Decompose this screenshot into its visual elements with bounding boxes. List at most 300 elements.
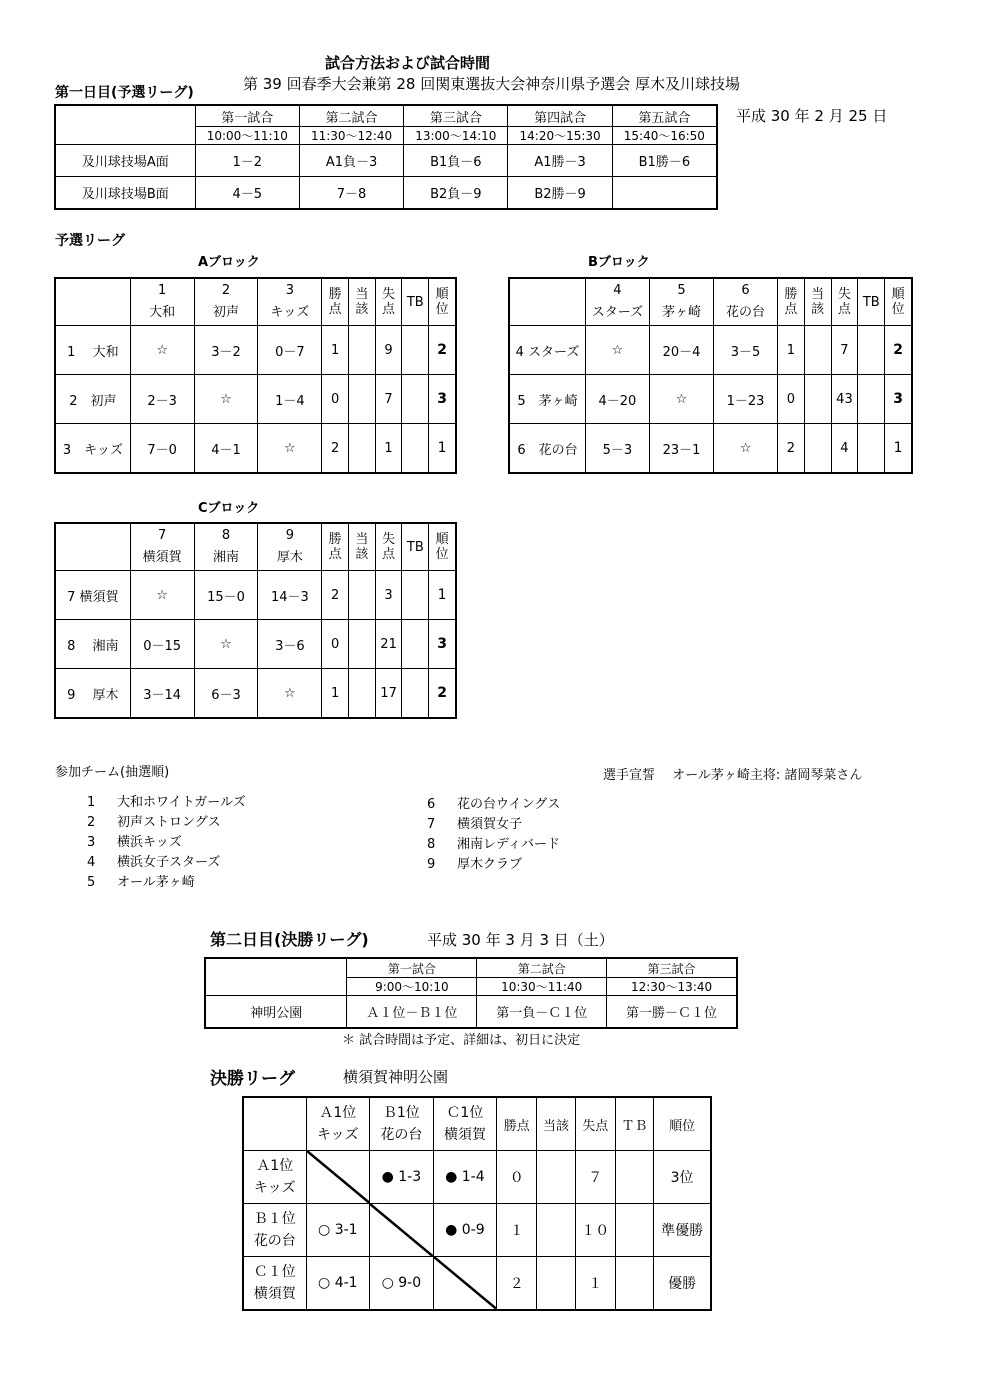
corner-cell bbox=[205, 958, 347, 996]
corner-cell bbox=[243, 1097, 306, 1151]
rank: 2 bbox=[429, 326, 456, 375]
rank: 1 bbox=[429, 571, 456, 620]
table-row bbox=[243, 1097, 711, 1151]
participants-heading: 参加チーム(抽選順) bbox=[55, 765, 170, 780]
score-cell: 6－3 bbox=[194, 669, 258, 719]
win-points: 0 bbox=[322, 620, 349, 669]
rank-header: 順位 bbox=[654, 1097, 711, 1151]
score-cell: ☆ bbox=[714, 424, 778, 474]
win-points: 0 bbox=[778, 375, 805, 424]
win-points: 2 bbox=[322, 424, 349, 474]
team-header bbox=[130, 278, 194, 326]
header-label: 順位 bbox=[891, 287, 905, 317]
tie bbox=[348, 326, 375, 375]
tie bbox=[348, 571, 375, 620]
team-header bbox=[258, 523, 322, 571]
team-name: 厚木 bbox=[276, 550, 303, 565]
team-header bbox=[306, 1097, 370, 1151]
tie-header bbox=[348, 523, 375, 571]
score-cell: ○ 3-1 bbox=[306, 1204, 370, 1257]
team-number: 5 bbox=[677, 283, 686, 298]
day1-date: 平成 30 年 2 月 25 日 bbox=[736, 107, 888, 125]
block-c-table bbox=[54, 522, 457, 719]
column-time: 12:30～13:40 bbox=[607, 977, 736, 995]
tb-header: ＴＢ bbox=[615, 1097, 653, 1151]
team-name: キッズ bbox=[253, 1180, 296, 1196]
diagonal-line bbox=[370, 1204, 433, 1256]
item-name: 厚木クラブ bbox=[457, 857, 523, 872]
list-item bbox=[427, 793, 560, 812]
score-cell: ☆ bbox=[130, 326, 194, 375]
team-seed: Ｂ１位 bbox=[253, 1211, 296, 1227]
column-label: 第四試合 bbox=[534, 110, 587, 126]
column-time: 10:00～11:10 bbox=[196, 126, 299, 144]
tb bbox=[402, 326, 429, 375]
day2-date: 平成 30 年 3 月 3 日（土） bbox=[427, 931, 614, 949]
team-seed: Ａ1位 bbox=[256, 1158, 294, 1174]
team-name: 横須賀 bbox=[443, 1127, 486, 1143]
venue-cell: 神明公園 bbox=[205, 996, 347, 1028]
team-seed: Ｂ1位 bbox=[382, 1105, 420, 1121]
table-row bbox=[55, 145, 717, 177]
rank: 3 bbox=[885, 375, 912, 424]
team-name: 花の台 bbox=[253, 1233, 296, 1249]
game-cell: 第一負－Ｃ１位 bbox=[477, 996, 607, 1028]
header-label: 失点 bbox=[382, 532, 396, 562]
game-cell: 4－5 bbox=[195, 177, 299, 209]
win-points: ２ bbox=[497, 1257, 537, 1311]
column-label: 第一試合 bbox=[387, 961, 436, 976]
team-name: 茅ヶ崎 bbox=[661, 305, 701, 320]
diagonal-line bbox=[434, 1257, 497, 1309]
score-cell: 3－5 bbox=[714, 326, 778, 375]
corner-cell bbox=[55, 278, 130, 326]
lost-points: 7 bbox=[831, 326, 858, 375]
team-name: キッズ bbox=[270, 305, 310, 320]
lost-points: ７ bbox=[575, 1151, 615, 1204]
lost-points: 43 bbox=[831, 375, 858, 424]
column-time: 11:30～12:40 bbox=[300, 126, 403, 144]
win-points-header bbox=[778, 278, 805, 326]
tie bbox=[804, 375, 831, 424]
lost-points-header bbox=[375, 278, 402, 326]
item-number: 9 bbox=[427, 857, 436, 872]
score-cell: ☆ bbox=[649, 375, 713, 424]
lost-points: 1 bbox=[375, 424, 402, 474]
tb bbox=[615, 1151, 653, 1204]
diagonal-cell bbox=[433, 1257, 497, 1311]
column-label: 第一試合 bbox=[221, 110, 274, 126]
tb bbox=[402, 669, 429, 719]
tb-header: TB bbox=[402, 523, 429, 571]
column-time: 15:40～16:50 bbox=[613, 126, 716, 144]
table-row bbox=[509, 278, 912, 326]
column-time: 14:20～15:30 bbox=[508, 126, 611, 144]
corner-cell bbox=[509, 278, 585, 326]
table-row bbox=[205, 958, 737, 996]
venue-cell: 及川球技場B面 bbox=[55, 177, 195, 209]
column-label: 第二試合 bbox=[517, 961, 566, 976]
row-label: 5 茅ヶ崎 bbox=[509, 375, 585, 424]
table-row bbox=[55, 278, 456, 326]
lost-points: 9 bbox=[375, 326, 402, 375]
score-cell: 0－7 bbox=[258, 326, 322, 375]
table-row bbox=[55, 523, 456, 571]
score-cell: 14－3 bbox=[258, 571, 322, 620]
row-label: 1 大和 bbox=[55, 326, 130, 375]
column-label: 第五試合 bbox=[638, 110, 691, 126]
team-number: 3 bbox=[285, 283, 294, 298]
list-item bbox=[427, 833, 560, 852]
team-name: 花の台 bbox=[380, 1127, 423, 1143]
score-cell: 2－3 bbox=[130, 375, 194, 424]
score-cell: 4－1 bbox=[194, 424, 258, 474]
score-cell: 7－0 bbox=[130, 424, 194, 474]
schedule-note: ＊ 試合時間は予定、詳細は、初日に決定 bbox=[342, 1033, 581, 1048]
list-item bbox=[87, 871, 195, 890]
tb bbox=[402, 375, 429, 424]
column-header bbox=[607, 958, 737, 996]
score-cell: ● 1-3 bbox=[370, 1151, 434, 1204]
team-header bbox=[433, 1097, 497, 1151]
column-header bbox=[404, 105, 508, 145]
score-cell: 3－6 bbox=[258, 620, 322, 669]
tie bbox=[348, 375, 375, 424]
item-number: 1 bbox=[87, 795, 96, 810]
block-c-title: Cブロック bbox=[198, 501, 260, 516]
table-row bbox=[55, 571, 456, 620]
game-cell: 第一勝－Ｃ１位 bbox=[607, 996, 737, 1028]
item-number: 8 bbox=[427, 837, 436, 852]
rank: 1 bbox=[429, 424, 456, 474]
final-venue: 横須賀神明公園 bbox=[343, 1068, 449, 1086]
header-label: 当該 bbox=[811, 287, 825, 317]
block-b-table bbox=[508, 277, 913, 474]
day2-heading: 第二日目(決勝リーグ) bbox=[210, 930, 369, 949]
item-number: 3 bbox=[87, 835, 96, 850]
item-name: オール茅ヶ崎 bbox=[117, 875, 195, 890]
lost-points: １ bbox=[575, 1257, 615, 1311]
block-a-title: Aブロック bbox=[198, 255, 260, 270]
score-cell: 5－3 bbox=[585, 424, 649, 474]
rank: 3位 bbox=[654, 1151, 711, 1204]
win-points-header bbox=[322, 278, 349, 326]
table-row bbox=[243, 1257, 711, 1311]
column-header bbox=[347, 958, 477, 996]
team-header bbox=[370, 1097, 434, 1151]
game-cell: 1－2 bbox=[195, 145, 299, 177]
table-row bbox=[205, 996, 737, 1028]
team-header bbox=[649, 278, 713, 326]
rank: 優勝 bbox=[654, 1257, 711, 1311]
score-cell: 1－4 bbox=[258, 375, 322, 424]
team-header bbox=[130, 523, 194, 571]
win-points: 1 bbox=[322, 669, 349, 719]
final-heading: 決勝リーグ bbox=[210, 1069, 295, 1089]
item-name: 横浜キッズ bbox=[117, 835, 182, 850]
row-label: 7 横須賀 bbox=[55, 571, 130, 620]
tb bbox=[615, 1204, 653, 1257]
tb bbox=[402, 620, 429, 669]
score-cell: ☆ bbox=[194, 375, 258, 424]
team-name: 横須賀 bbox=[253, 1286, 296, 1302]
tb bbox=[858, 326, 885, 375]
diagonal-cell bbox=[306, 1151, 370, 1204]
tie bbox=[537, 1204, 575, 1257]
table-row bbox=[55, 177, 717, 209]
tie bbox=[348, 424, 375, 474]
row-label: 3 キッズ bbox=[55, 424, 130, 474]
column-label: 第三試合 bbox=[429, 110, 482, 126]
row-label: 6 花の台 bbox=[509, 424, 585, 474]
score-cell: 15－0 bbox=[194, 571, 258, 620]
player-oath: 選手宣誓 オール茅ヶ崎主将: 諸岡琴菜さん bbox=[603, 768, 863, 783]
column-header bbox=[612, 105, 717, 145]
win-points: 2 bbox=[778, 424, 805, 474]
header-label: 勝点 bbox=[784, 287, 798, 317]
team-seed: Ａ1位 bbox=[319, 1105, 357, 1121]
tie-header bbox=[348, 278, 375, 326]
team-name: 大和 bbox=[149, 305, 176, 320]
list-item bbox=[87, 791, 246, 810]
day1-heading: 第一日目(予選リーグ) bbox=[55, 85, 194, 101]
tie bbox=[537, 1151, 575, 1204]
column-header bbox=[508, 105, 612, 145]
team-header bbox=[194, 523, 258, 571]
header-label: 順位 bbox=[435, 532, 449, 562]
team-number: 4 bbox=[613, 283, 622, 298]
team-seed: Ｃ1位 bbox=[446, 1105, 484, 1121]
game-cell: B2勝－9 bbox=[508, 177, 612, 209]
team-name: 初声 bbox=[213, 305, 240, 320]
table-row bbox=[55, 375, 456, 424]
team-seed: Ｃ１位 bbox=[253, 1264, 296, 1280]
score-cell: 3－14 bbox=[130, 669, 194, 719]
score-cell: 0－15 bbox=[130, 620, 194, 669]
tie-header bbox=[804, 278, 831, 326]
win-points: 1 bbox=[778, 326, 805, 375]
win-points: 1 bbox=[322, 326, 349, 375]
table-row bbox=[509, 424, 912, 474]
team-number: 2 bbox=[221, 283, 231, 298]
team-number: 8 bbox=[221, 528, 231, 543]
column-label: 第三試合 bbox=[647, 961, 696, 976]
tb bbox=[615, 1257, 653, 1311]
table-row bbox=[509, 375, 912, 424]
diagonal-line bbox=[307, 1151, 370, 1203]
tie bbox=[537, 1257, 575, 1311]
list-item bbox=[427, 813, 522, 832]
lost-points: 3 bbox=[375, 571, 402, 620]
list-item bbox=[87, 851, 220, 870]
row-label bbox=[243, 1204, 306, 1257]
tie-header: 当該 bbox=[537, 1097, 575, 1151]
game-cell: B1負－6 bbox=[404, 145, 508, 177]
column-time: 9:00～10:10 bbox=[347, 977, 476, 995]
lost-points: 4 bbox=[831, 424, 858, 474]
row-label: 4 スターズ bbox=[509, 326, 585, 375]
document-subtitle: 第 39 回春季大会兼第 28 回関東選抜大会神奈川県予選会 厚木及川球技場 bbox=[243, 75, 741, 93]
table-row bbox=[55, 424, 456, 474]
header-label: 順位 bbox=[435, 287, 449, 317]
score-cell: ○ 4-1 bbox=[306, 1257, 370, 1311]
rank: 3 bbox=[429, 375, 456, 424]
list-item bbox=[87, 831, 182, 850]
document-title: 試合方法および試合時間 bbox=[325, 54, 491, 72]
row-label: 2 初声 bbox=[55, 375, 130, 424]
game-cell: Ａ１位－Ｂ１位 bbox=[347, 996, 477, 1028]
day1-schedule-table bbox=[54, 104, 718, 210]
tb bbox=[858, 375, 885, 424]
game-cell: A1勝－3 bbox=[508, 145, 612, 177]
header-label: 当該 bbox=[355, 532, 369, 562]
game-cell: 7－8 bbox=[299, 177, 403, 209]
rank-header bbox=[429, 523, 456, 571]
score-cell: ☆ bbox=[585, 326, 649, 375]
tie bbox=[804, 424, 831, 474]
column-header bbox=[195, 105, 299, 145]
prelim-heading: 予選リーグ bbox=[55, 233, 125, 249]
score-cell: 1－23 bbox=[714, 375, 778, 424]
column-header bbox=[299, 105, 403, 145]
team-number: 9 bbox=[285, 528, 294, 543]
table-row bbox=[509, 326, 912, 375]
score-cell: 4－20 bbox=[585, 375, 649, 424]
column-header bbox=[477, 958, 607, 996]
item-number: 4 bbox=[87, 855, 96, 870]
tb bbox=[402, 571, 429, 620]
corner-cell bbox=[55, 105, 195, 145]
table-row bbox=[55, 105, 717, 145]
win-points: 0 bbox=[322, 375, 349, 424]
rank: 1 bbox=[885, 424, 912, 474]
row-label: 8 湘南 bbox=[55, 620, 130, 669]
rank-header bbox=[885, 278, 912, 326]
lost-points: 17 bbox=[375, 669, 402, 719]
team-header bbox=[714, 278, 778, 326]
team-name: キッズ bbox=[316, 1127, 359, 1143]
block-b-title: Bブロック bbox=[588, 255, 650, 270]
header-label: 勝点 bbox=[328, 287, 342, 317]
win-points: １ bbox=[497, 1204, 537, 1257]
item-name: 湘南レディバード bbox=[457, 837, 560, 852]
final-league-table bbox=[242, 1096, 712, 1311]
header-label: 失点 bbox=[382, 287, 396, 317]
item-name: 大和ホワイトガールズ bbox=[117, 795, 246, 810]
table-row bbox=[55, 326, 456, 375]
table-row bbox=[243, 1204, 711, 1257]
win-points-header bbox=[322, 523, 349, 571]
lost-points: １０ bbox=[575, 1204, 615, 1257]
item-name: 初声ストロングス bbox=[117, 815, 221, 830]
rank: 3 bbox=[429, 620, 456, 669]
rank: 2 bbox=[885, 326, 912, 375]
item-number: 5 bbox=[87, 875, 96, 890]
rank: 2 bbox=[429, 669, 456, 719]
win-points-header: 勝点 bbox=[497, 1097, 537, 1151]
header-label: 勝点 bbox=[328, 532, 342, 562]
score-cell: ○ 9-0 bbox=[370, 1257, 434, 1311]
item-number: 2 bbox=[87, 815, 96, 830]
item-name: 横須賀女子 bbox=[457, 817, 523, 832]
team-number: 1 bbox=[158, 283, 167, 298]
team-header bbox=[585, 278, 649, 326]
score-cell: ☆ bbox=[258, 669, 322, 719]
row-label bbox=[243, 1257, 306, 1311]
team-name: 横須賀 bbox=[142, 550, 182, 565]
game-cell: B1勝－6 bbox=[612, 145, 717, 177]
score-cell: ● 1-4 bbox=[433, 1151, 497, 1204]
team-number: 6 bbox=[741, 283, 750, 298]
team-number: 7 bbox=[157, 528, 167, 543]
venue-cell: 及川球技場A面 bbox=[55, 145, 195, 177]
team-header bbox=[258, 278, 322, 326]
rank-header bbox=[429, 278, 456, 326]
diagonal-cell bbox=[370, 1204, 434, 1257]
score-cell: 20－4 bbox=[649, 326, 713, 375]
tie bbox=[348, 620, 375, 669]
win-points: 2 bbox=[322, 571, 349, 620]
column-time: 13:00～14:10 bbox=[404, 126, 507, 144]
column-time: 10:30～11:40 bbox=[477, 977, 606, 995]
item-number: 6 bbox=[427, 797, 436, 812]
team-name: 花の台 bbox=[726, 305, 766, 320]
win-points: ０ bbox=[497, 1151, 537, 1204]
game-cell: A1負－3 bbox=[299, 145, 403, 177]
tie bbox=[804, 326, 831, 375]
lost-points: 21 bbox=[375, 620, 402, 669]
tb bbox=[858, 424, 885, 474]
corner-cell bbox=[55, 523, 130, 571]
column-label: 第二試合 bbox=[325, 110, 378, 126]
score-cell: ☆ bbox=[194, 620, 258, 669]
item-name: 花の台ウイングス bbox=[457, 797, 561, 812]
team-name: 湘南 bbox=[212, 550, 239, 565]
team-name: スターズ bbox=[591, 305, 644, 320]
tie bbox=[348, 669, 375, 719]
list-item bbox=[427, 853, 522, 872]
lost-points-header bbox=[831, 278, 858, 326]
block-a-table bbox=[54, 277, 457, 474]
game-cell: B2負－9 bbox=[404, 177, 508, 209]
tb-header: TB bbox=[402, 278, 429, 326]
row-label: 9 厚木 bbox=[55, 669, 130, 719]
day2-schedule-table bbox=[204, 957, 738, 1029]
table-row bbox=[55, 620, 456, 669]
item-name: 横浜女子スターズ bbox=[117, 855, 221, 870]
score-cell: 3－2 bbox=[194, 326, 258, 375]
team-header bbox=[194, 278, 258, 326]
game-cell bbox=[612, 177, 717, 209]
rank: 準優勝 bbox=[654, 1204, 711, 1257]
lost-points-header bbox=[375, 523, 402, 571]
header-label: 失点 bbox=[837, 287, 851, 317]
table-row bbox=[55, 669, 456, 719]
row-label bbox=[243, 1151, 306, 1204]
header-label: 当該 bbox=[355, 287, 369, 317]
score-cell: ☆ bbox=[130, 571, 194, 620]
lost-points-header: 失点 bbox=[575, 1097, 615, 1151]
list-item bbox=[87, 811, 221, 830]
table-row bbox=[243, 1151, 711, 1204]
item-number: 7 bbox=[427, 817, 436, 832]
score-cell: ● 0-9 bbox=[433, 1204, 497, 1257]
score-cell: ☆ bbox=[258, 424, 322, 474]
tb-header: TB bbox=[858, 278, 885, 326]
lost-points: 7 bbox=[375, 375, 402, 424]
tb bbox=[402, 424, 429, 474]
score-cell: 23－1 bbox=[649, 424, 713, 474]
